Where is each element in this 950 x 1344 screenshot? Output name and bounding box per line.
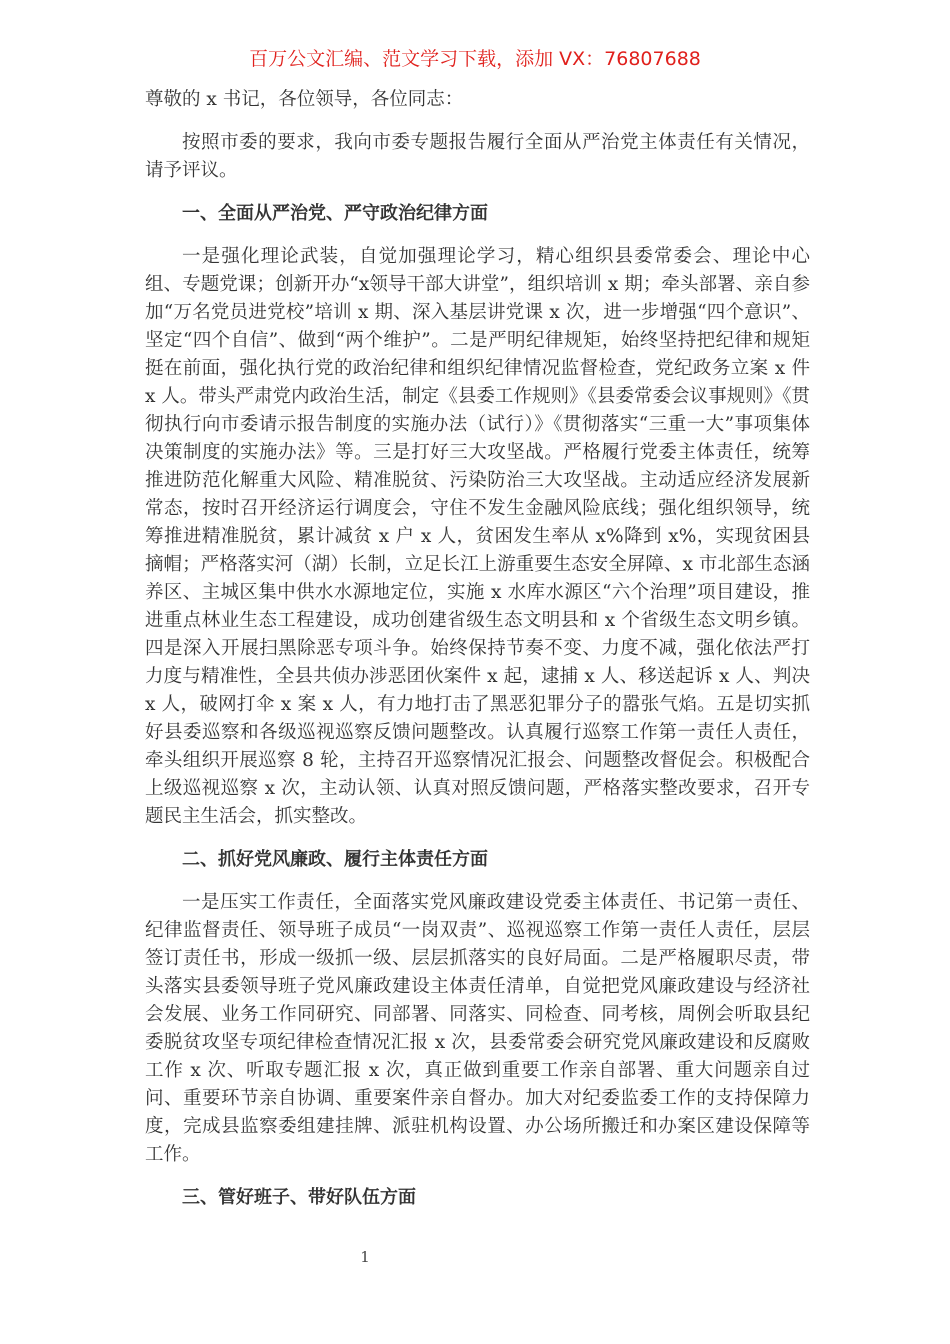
document-body <box>145 86 810 1227</box>
page-number: 1 <box>360 1248 370 1266</box>
section-heading-1: 一、全面从严治党、严守政治纪律方面 <box>182 203 488 224</box>
section-heading-3: 三、管好班子、带好队伍方面 <box>182 1187 416 1208</box>
watermark-banner: 百万公文汇编、范文学习下载，添加 VX：76807688 <box>249 48 701 70</box>
salutation: 尊敬的 x 书记，各位领导，各位同志： <box>145 89 464 110</box>
section-body-1: 一是强化理论武装，自觉加强理论学习，精心组织县委常委会、理论中心组、专题党课；创新开办“x领导干部大讲堂”，组织培训 x 期；牵头部署、亲自参加“万名党员进党校”培训 x 期、深入基层讲党课 x 次，进一步增强“四个意识”、坚定“四个自信”、做到“两个维护”。二是严明纪律规矩，始终坚持把纪律和规矩挺在前面，强化执行党的政治纪律和组织纪律情况监督检查，党纪政务立案 x 件 x 人。带头严肃党内政治生活，制定《县委工作规则》《县委常委会议事规则》《贯彻执行向市委请示报告制度的实施办法（试行）》《贯彻落实“三重一大”事项集体决策制度的实施办法》等。三是打好三大攻坚战。严格履行党委主体责任，统筹推进防范化解重大风险、精准脱贫、污染防治三大攻坚战。主动适应经济发展新常态，按时召开经济运行调度会，守住不发生金融风险底线；强化组织领导，统筹推进精准脱贫，累计减贫 x 户 x 人，贫困发生率从 x%降到 x%，实现贫困县摘帽；严格落实河（湖）长制，立足长江上游重要生态安全屏障、x 市北部生态涵养区、主城区集中供水水源地定位，实施 x 水库水源区“六个治理”项目建设，推进重点林业生态工程建设，成功创建省级生态文明县和 x 个省级生态文明乡镇。四是深入开展扫黑除恶专项斗争。始终保持节奏不变、力度不减，强化依法严打力度与精准性，全县共侦办涉恶团伙案件 x 起，逮捕 x 人、移送起诉 x 人、判决 x 人，破网打伞 x 案 x 人，有力地打击了黑恶犯罪分子的嚣张气焰。五是切实抓好县委巡察和各级巡视巡察反馈问题整改。认真履行巡察工作第一责任人责任，牵头组织开展巡察 8 轮，主持召开巡察情况汇报会、问题整改督促会。积极配合上级巡视巡察 x 次，主动认领、认真对照反馈问题，严格落实整改要求，召开专题民主生活会，抓实整改。 <box>145 246 810 827</box>
intro-paragraph: 按照市委的要求，我向市委专题报告履行全面从严治党主体责任有关情况，请予评议。 <box>145 132 810 181</box>
section-body-2: 一是压实工作责任，全面落实党风廉政建设党委主体责任、书记第一责任、纪律监督责任、领导班子成员“一岗双责”、巡视巡察工作第一责任人责任，层层签订责任书，形成一级抓一级、层层抓落实的良好局面。二是严格履职尽责，带头落实县委领导班子党风廉政建设主体责任清单，自觉把党风廉政建设与经济社会发展、业务工作同研究、同部署、同落实、同检查、同考核，周例会听取县纪委脱贫攻坚专项纪律检查情况汇报 x 次，县委常委会研究党风廉政建设和反腐败工作 x 次、听取专题汇报 x 次，真正做到重要工作亲自部署、重大问题亲自过问、重要环节亲自协调、重要案件亲自督办。加大对纪委监委工作的支持保障力度，完成县监察委组建挂牌、派驻机构设置、办公场所搬迁和办案区建设保障等工作。 <box>145 892 810 1165</box>
section-heading-2: 二、抓好党风廉政、履行主体责任方面 <box>182 849 488 870</box>
